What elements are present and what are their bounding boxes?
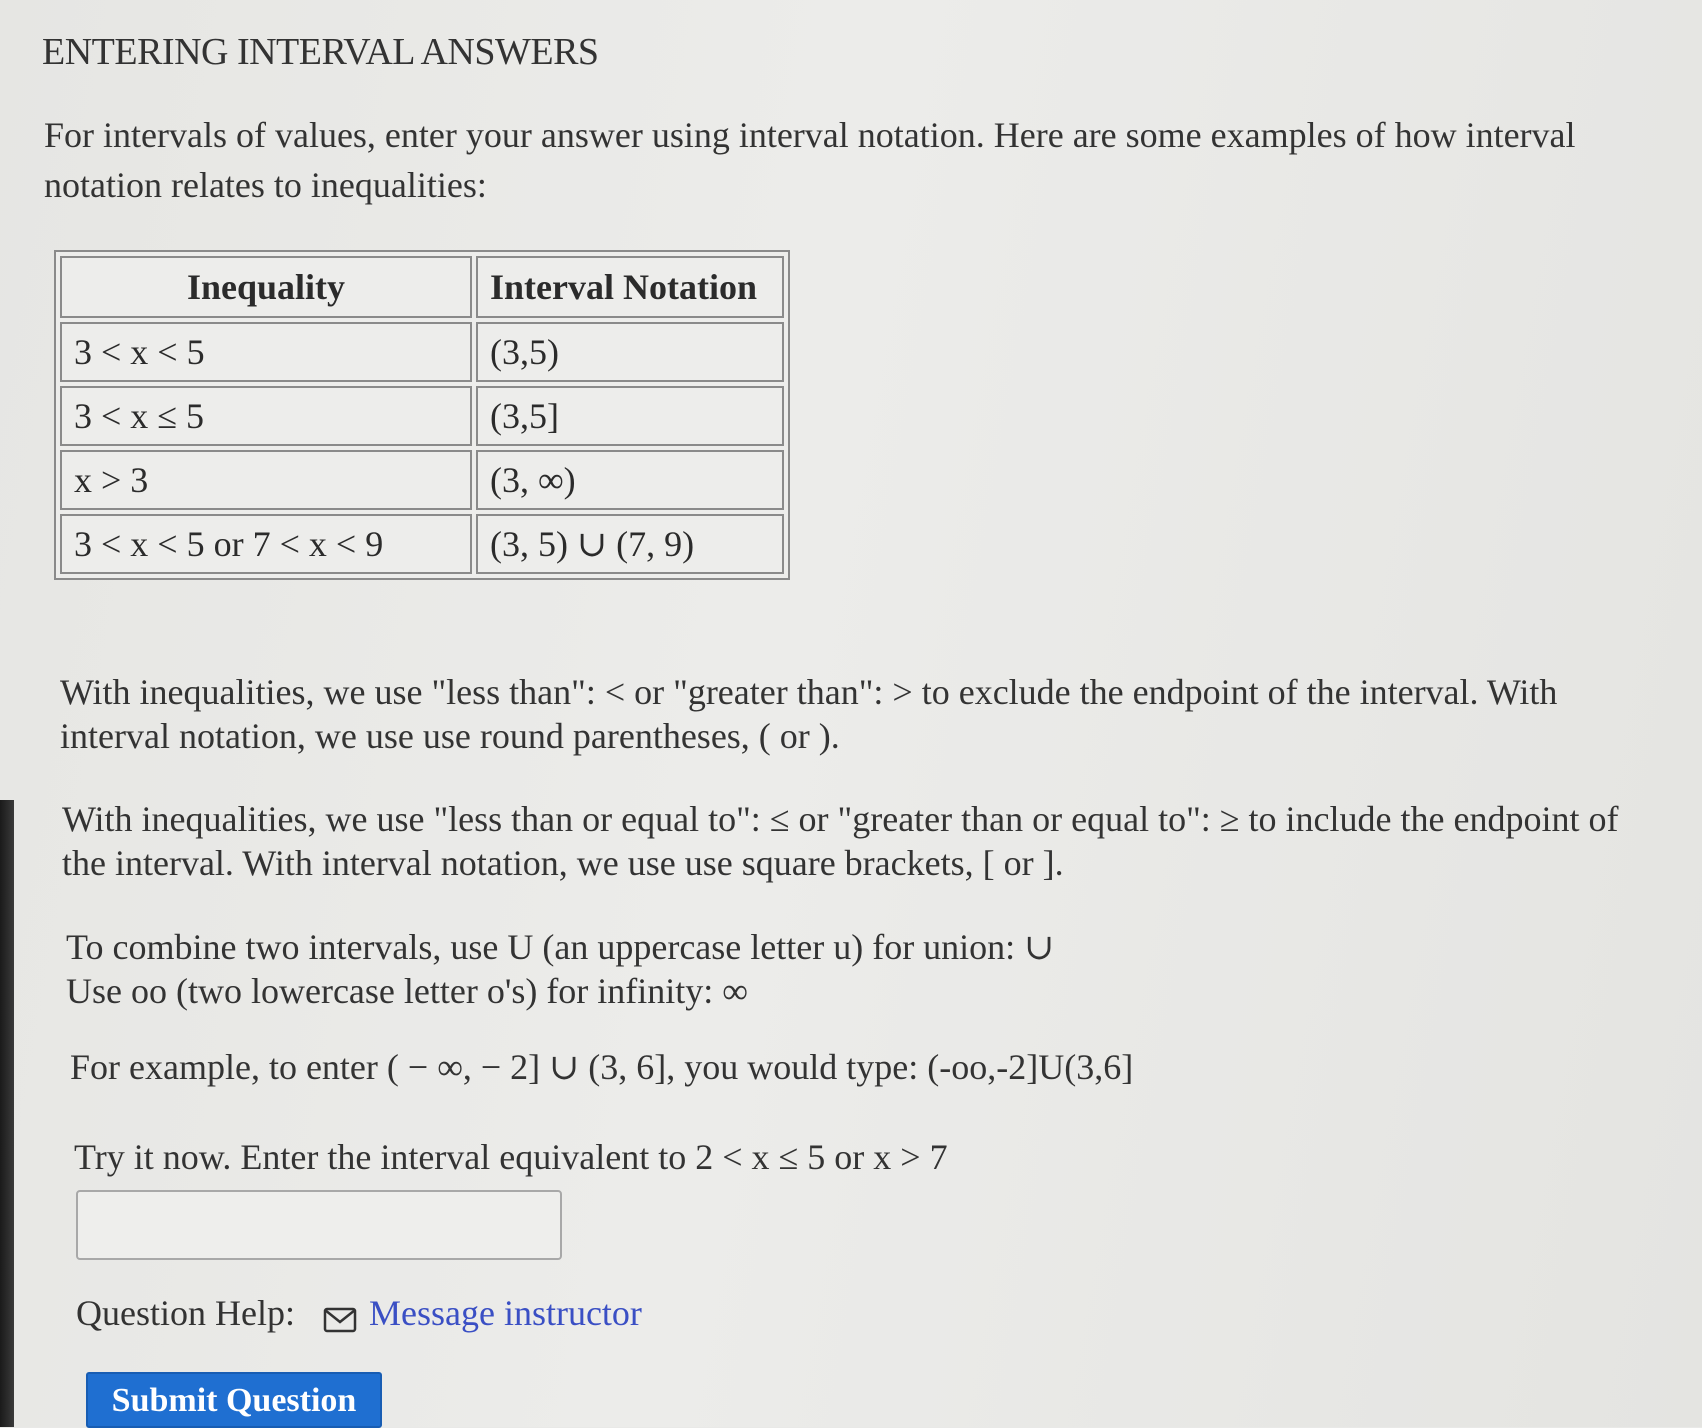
table-row [60, 450, 784, 510]
interval-cell: (3, 5) ∪ (7, 9) [476, 514, 784, 574]
header-interval-notation: Interval Notation [476, 256, 784, 318]
inequality-cell: 3 < x < 5 [60, 322, 472, 382]
table-header-row [60, 256, 784, 318]
table-row [60, 386, 784, 446]
include-endpoint-text: With inequalities, we use "less than or equal to": ≤ or "greater than or equal to": ≥ to include the endpoint of the interval. With interval notation, we use use square brackets, [ or ]. [62, 799, 1619, 883]
submit-question-button[interactable]: Submit Question [86, 1372, 382, 1428]
interval-cell: (3, ∞) [476, 450, 784, 510]
try-it-prompt: Try it now. Enter the interval equivalent to 2 < x ≤ 5 or x > 7 [74, 1137, 948, 1177]
inequality-cell: 3 < x ≤ 5 [60, 386, 472, 446]
question-help [76, 1292, 642, 1334]
interval-cell: (3,5) [476, 322, 784, 382]
header-inequality: Inequality [60, 256, 472, 318]
intro-text: For intervals of values, enter your answer using interval notation. Here are some examples of how interval notation relates to inequalities: [44, 115, 1576, 205]
union-infinity-text [66, 925, 1626, 1013]
message-instructor-link[interactable]: Message instructor [368, 1293, 642, 1333]
answer-input[interactable] [76, 1190, 562, 1260]
exclude-endpoint-text: With inequalities, we use "less than": < or "greater than": > to exclude the endpoint of the interval. With interval notation, we use use round parentheses, ( or ). [60, 672, 1558, 756]
examples-table [54, 250, 790, 580]
page-title: ENTERING INTERVAL ANSWERS [42, 31, 599, 73]
table-row [60, 322, 784, 382]
inequality-cell: x > 3 [60, 450, 472, 510]
infinity-instruction: Use oo (two lowercase letter o's) for infinity: ∞ [66, 971, 748, 1011]
union-instruction: To combine two intervals, use U (an uppercase letter u) for union: ∪ [66, 927, 1055, 967]
envelope-icon[interactable] [323, 1300, 357, 1326]
example-text: For example, to enter ( − ∞, − 2] ∪ (3, 6], you would type: (-oo,-2]U(3,6] [70, 1047, 1134, 1087]
table-row [60, 514, 784, 574]
interval-cell: (3,5] [476, 386, 784, 446]
question-help-label: Question Help: [76, 1293, 295, 1333]
inequality-cell: 3 < x < 5 or 7 < x < 9 [60, 514, 472, 574]
screen-bezel [0, 800, 14, 1427]
